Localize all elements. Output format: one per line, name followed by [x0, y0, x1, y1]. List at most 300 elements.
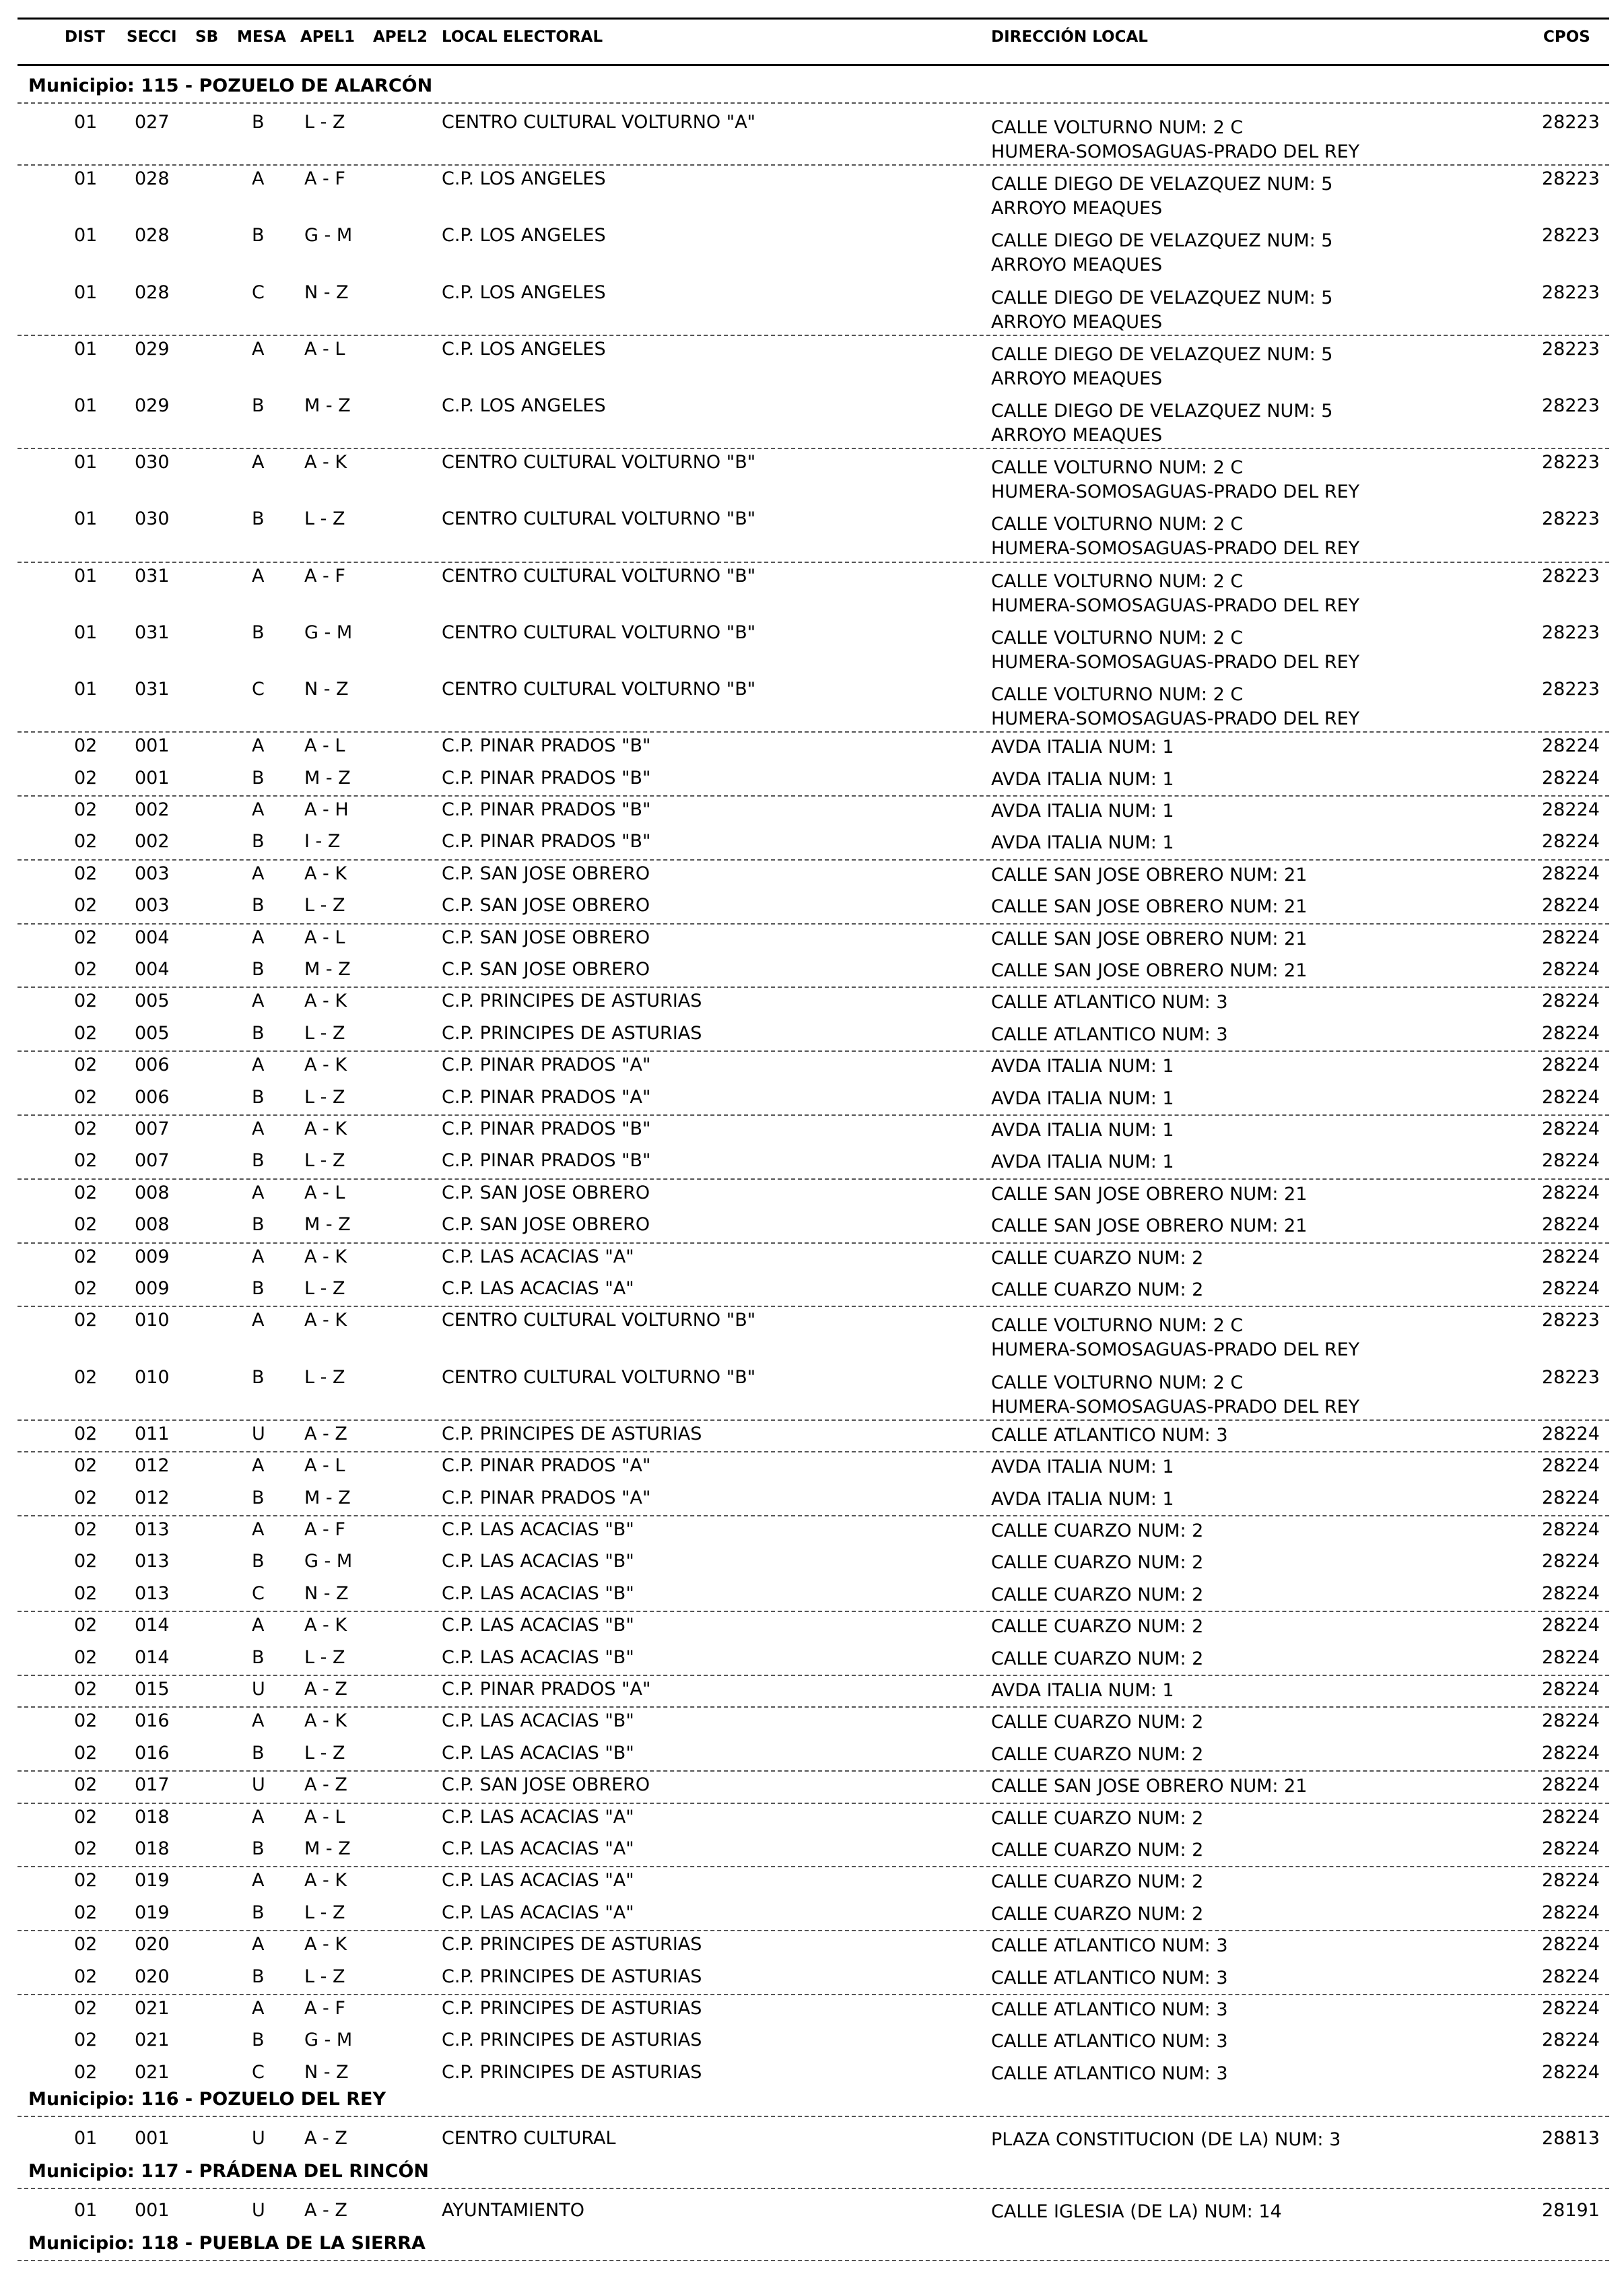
cell-apel1: I - Z: [304, 831, 341, 852]
cell-apel1: A - Z: [304, 1679, 347, 1700]
cell-secc: 002: [135, 799, 170, 820]
cell-secc: 012: [135, 1455, 170, 1477]
cell-dist: 02: [74, 1966, 98, 1987]
cell-apel1: A - L: [304, 1182, 345, 1203]
cell-direccion: [991, 1647, 1203, 1671]
cell-mesa: A: [252, 1870, 265, 1892]
cell-cpos: 28224: [1542, 2061, 1600, 2083]
cell-apel1: A - F: [304, 1998, 345, 2019]
direccion-line-1: CALLE IGLESIA (DE LA) NUM: 14: [991, 2201, 1282, 2222]
cell-secc: 013: [135, 1551, 170, 1572]
cell-apel1: A - H: [304, 799, 349, 820]
cell-cpos: 28223: [1542, 622, 1600, 643]
cell-mesa: B: [252, 622, 265, 643]
direccion-line-2: HUMERA-SOMOSAGUAS-PRADO DEL REY: [991, 651, 1360, 673]
cell-secc: 015: [135, 1679, 170, 1700]
cell-cpos: 28223: [1542, 1310, 1600, 1331]
cell-mesa: C: [252, 2061, 265, 2083]
cell-apel1: A - F: [304, 168, 345, 190]
cell-dist: 01: [74, 2128, 98, 2149]
col-apel1-header: APEL1: [300, 28, 356, 46]
direccion-line-1: CALLE VOLTURNO NUM: 2 C: [991, 1372, 1244, 1393]
direccion-line-2: HUMERA-SOMOSAGUAS-PRADO DEL REY: [991, 1339, 1360, 1361]
cell-dist: 01: [74, 281, 98, 303]
cell-cpos: 28224: [1542, 1487, 1600, 1508]
row-separator: [18, 731, 1609, 733]
cell-apel1: A - L: [304, 1455, 345, 1477]
cell-apel1: A - K: [304, 1870, 347, 1892]
cell-secc: 021: [135, 2030, 170, 2051]
cell-dist: 02: [74, 767, 98, 789]
cell-local: AYUNTAMIENTO: [442, 2200, 584, 2221]
cell-dist: 02: [74, 1246, 98, 1267]
cell-direccion: [991, 1870, 1203, 1894]
cell-mesa: A: [252, 1118, 265, 1139]
cell-cpos: 28224: [1542, 927, 1600, 948]
municipio-heading: Municipio: 118 - PUEBLA DE LA SIERRA: [28, 2233, 426, 2254]
direccion-line-1: CALLE CUARZO NUM: 2: [991, 1247, 1204, 1269]
cell-dist: 02: [74, 1086, 98, 1108]
cell-local: C.P. LAS ACACIAS "A": [442, 1806, 634, 1828]
cell-mesa: B: [252, 1366, 265, 1388]
direccion-line-2: HUMERA-SOMOSAGUAS-PRADO DEL REY: [991, 595, 1360, 616]
direccion-line-2: HUMERA-SOMOSAGUAS-PRADO DEL REY: [991, 1396, 1360, 1417]
cell-local: C.P. SAN JOSE OBRERO: [442, 927, 650, 948]
cell-local: CENTRO CULTURAL VOLTURNO "B": [442, 1310, 756, 1331]
cell-mesa: A: [252, 1615, 265, 1636]
cell-dist: 02: [74, 1278, 98, 1299]
cell-direccion: [991, 1615, 1203, 1639]
row-separator: [18, 1114, 1609, 1116]
cell-cpos: 28224: [1542, 1806, 1600, 1828]
cell-secc: 009: [135, 1246, 170, 1267]
direccion-line-1: CALLE SAN JOSE OBRERO NUM: 21: [991, 864, 1308, 885]
cell-mesa: A: [252, 1519, 265, 1540]
direccion-line-2: ARROYO MEAQUES: [991, 311, 1163, 333]
col-cpos-header: CPOS: [1543, 28, 1590, 46]
cell-direccion: [991, 735, 1174, 760]
cell-direccion: [991, 1807, 1203, 1831]
direccion-line-1: CALLE VOLTURNO NUM: 2 C: [991, 457, 1244, 479]
cell-secc: 011: [135, 1423, 170, 1444]
cell-secc: 008: [135, 1182, 170, 1203]
cell-dist: 02: [74, 1366, 98, 1388]
cell-mesa: B: [252, 1022, 265, 1044]
cell-mesa: A: [252, 991, 265, 1012]
cell-mesa: A: [252, 565, 265, 587]
direccion-line-1: AVDA ITALIA NUM: 1: [991, 768, 1174, 790]
cell-direccion: [991, 1055, 1174, 1079]
cell-cpos: 28223: [1542, 565, 1600, 587]
direccion-line-1: CALLE CUARZO NUM: 2: [991, 1279, 1204, 1300]
direccion-line-1: CALLE SAN JOSE OBRERO NUM: 21: [991, 1776, 1308, 1797]
cell-direccion: [991, 1366, 1359, 1419]
cell-dist: 01: [74, 395, 98, 416]
cell-secc: 007: [135, 1150, 170, 1172]
cell-cpos: 28223: [1542, 1366, 1600, 1388]
cell-local: C.P. PINAR PRADOS "B": [442, 1150, 651, 1172]
cell-apel1: A - K: [304, 1710, 347, 1732]
cell-mesa: B: [252, 112, 265, 133]
cell-dist: 02: [74, 1055, 98, 1076]
cell-dist: 02: [74, 1615, 98, 1636]
cell-local: C.P. SAN JOSE OBRERO: [442, 959, 650, 980]
direccion-line-1: CALLE VOLTURNO NUM: 2 C: [991, 570, 1244, 592]
cell-mesa: B: [252, 1551, 265, 1572]
cell-apel1: L - Z: [304, 1742, 345, 1764]
cell-apel1: A - Z: [304, 2200, 347, 2221]
cell-secc: 030: [135, 508, 170, 530]
cell-apel1: A - K: [304, 1310, 347, 1331]
cell-secc: 008: [135, 1214, 170, 1236]
row-separator: [18, 1419, 1609, 1421]
cell-local: C.P. SAN JOSE OBRERO: [442, 1214, 650, 1236]
cell-dist: 02: [74, 1838, 98, 1859]
row-separator: [18, 1803, 1609, 1804]
cell-local: C.P. LAS ACACIAS "A": [442, 1246, 634, 1267]
direccion-line-1: CALLE CUARZO NUM: 2: [991, 1807, 1204, 1829]
cell-local: C.P. LOS ANGELES: [442, 395, 606, 416]
cell-mesa: A: [252, 1710, 265, 1732]
cell-mesa: A: [252, 168, 265, 190]
cell-dist: 01: [74, 338, 98, 360]
cell-apel1: L - Z: [304, 1902, 345, 1923]
cell-dist: 02: [74, 863, 98, 884]
cell-secc: 005: [135, 1022, 170, 1044]
cell-secc: 004: [135, 927, 170, 948]
direccion-line-1: CALLE SAN JOSE OBRERO NUM: 21: [991, 928, 1308, 949]
cell-mesa: B: [252, 895, 265, 916]
cell-secc: 029: [135, 395, 170, 416]
direccion-line-2: HUMERA-SOMOSAGUAS-PRADO DEL REY: [991, 538, 1360, 560]
col-apel2-header: APEL2: [373, 28, 428, 46]
cell-dist: 02: [74, 1806, 98, 1828]
cell-dist: 02: [74, 1150, 98, 1172]
cell-local: CENTRO CULTURAL VOLTURNO "B": [442, 679, 756, 700]
cell-dist: 02: [74, 735, 98, 757]
cell-apel1: A - K: [304, 1615, 347, 1636]
cell-direccion: [991, 1838, 1203, 1863]
cell-direccion: [991, 895, 1307, 919]
cell-direccion: [991, 1487, 1174, 1512]
cell-cpos: 28223: [1542, 679, 1600, 700]
cell-direccion: [991, 1998, 1228, 2022]
direccion-line-1: CALLE ATLANTICO NUM: 3: [991, 1935, 1228, 1957]
cell-dist: 02: [74, 1214, 98, 1236]
direccion-line-1: CALLE CUARZO NUM: 2: [991, 1520, 1204, 1541]
cell-apel1: L - Z: [304, 1086, 345, 1108]
cell-direccion: [991, 1087, 1174, 1111]
cell-dist: 01: [74, 679, 98, 700]
cell-direccion: [991, 2030, 1228, 2054]
cell-cpos: 28224: [1542, 1022, 1600, 1044]
municipio-heading: Municipio: 117 - PRÁDENA DEL RINCÓN: [28, 2161, 430, 2182]
direccion-line-1: CALLE SAN JOSE OBRERO NUM: 21: [991, 1183, 1308, 1205]
cell-secc: 001: [135, 2200, 170, 2221]
row-separator: [18, 164, 1609, 166]
cell-local: C.P. PINAR PRADOS "A": [442, 1055, 651, 1076]
cell-local: C.P. LAS ACACIAS "A": [442, 1838, 634, 1859]
row-separator: [18, 102, 1609, 104]
cell-direccion: [991, 1023, 1228, 1047]
direccion-line-1: CALLE ATLANTICO NUM: 3: [991, 1967, 1228, 1988]
cell-apel1: L - Z: [304, 112, 345, 133]
cell-secc: 031: [135, 679, 170, 700]
cell-mesa: B: [252, 508, 265, 530]
cell-mesa: B: [252, 1902, 265, 1923]
cell-apel1: L - Z: [304, 1278, 345, 1299]
cell-direccion: [991, 1902, 1203, 1927]
cell-local: C.P. PRINCIPES DE ASTURIAS: [442, 1934, 702, 1955]
cell-direccion: [991, 1246, 1203, 1271]
cell-secc: 017: [135, 1774, 170, 1796]
cell-dist: 02: [74, 895, 98, 916]
cell-mesa: U: [252, 2200, 265, 2221]
cell-dist: 02: [74, 1742, 98, 1764]
cell-direccion: [991, 450, 1359, 504]
cell-mesa: B: [252, 225, 265, 246]
row-separator: [18, 795, 1609, 797]
cell-apel1: A - K: [304, 863, 347, 884]
cell-cpos: 28224: [1542, 1582, 1600, 1604]
cell-local: C.P. SAN JOSE OBRERO: [442, 863, 650, 884]
cell-dist: 02: [74, 1998, 98, 2019]
row-separator: [18, 986, 1609, 988]
cell-cpos: 28224: [1542, 831, 1600, 852]
cell-apel1: L - Z: [304, 1966, 345, 1987]
cell-direccion: [991, 167, 1332, 221]
cell-secc: 004: [135, 959, 170, 980]
direccion-line-1: AVDA ITALIA NUM: 1: [991, 1457, 1174, 1478]
row-separator: [18, 448, 1609, 449]
cell-cpos: 28224: [1542, 735, 1600, 757]
cell-mesa: A: [252, 1055, 265, 1076]
cell-secc: 029: [135, 338, 170, 360]
cell-mesa: U: [252, 1774, 265, 1796]
cell-apel1: M - Z: [304, 395, 351, 416]
cell-direccion: [991, 1118, 1174, 1143]
cell-dist: 01: [74, 622, 98, 643]
cell-mesa: A: [252, 863, 265, 884]
cell-mesa: B: [252, 1487, 265, 1508]
cell-dist: 02: [74, 1902, 98, 1923]
cell-dist: 02: [74, 1934, 98, 1955]
direccion-line-1: CALLE CUARZO NUM: 2: [991, 1552, 1204, 1574]
cell-direccion: [991, 831, 1174, 855]
cell-local: CENTRO CULTURAL VOLTURNO "B": [442, 508, 756, 530]
direccion-line-1: CALLE ATLANTICO NUM: 3: [991, 1424, 1228, 1446]
cell-cpos: 28224: [1542, 2030, 1600, 2051]
col-direccion-header: DIRECCIÓN LOCAL: [991, 28, 1148, 46]
cell-apel1: A - Z: [304, 1423, 347, 1444]
header-rule: [18, 64, 1609, 66]
direccion-line-1: CALLE CUARZO NUM: 2: [991, 1840, 1204, 1861]
cell-secc: 027: [135, 112, 170, 133]
cell-apel1: G - M: [304, 225, 353, 246]
cell-local: C.P. LAS ACACIAS "B": [442, 1710, 634, 1732]
cell-cpos: 28224: [1542, 863, 1600, 884]
cell-dist: 02: [74, 1487, 98, 1508]
cell-dist: 02: [74, 1551, 98, 1572]
cell-local: C.P. PRINCIPES DE ASTURIAS: [442, 2030, 702, 2051]
direccion-line-1: CALLE CUARZO NUM: 2: [991, 1743, 1204, 1765]
cell-mesa: B: [252, 831, 265, 852]
cell-secc: 030: [135, 452, 170, 473]
cell-secc: 013: [135, 1582, 170, 1604]
direccion-line-2: ARROYO MEAQUES: [991, 255, 1163, 276]
direccion-line-1: CALLE SAN JOSE OBRERO NUM: 21: [991, 960, 1308, 981]
cell-dist: 02: [74, 1679, 98, 1700]
cell-local: C.P. SAN JOSE OBRERO: [442, 895, 650, 916]
cell-mesa: B: [252, 1278, 265, 1299]
cell-mesa: A: [252, 1934, 265, 1955]
cell-local: C.P. LOS ANGELES: [442, 168, 606, 190]
cell-cpos: 28224: [1542, 1710, 1600, 1732]
cell-cpos: 28224: [1542, 1519, 1600, 1540]
row-separator: [18, 859, 1609, 861]
row-separator: [18, 2188, 1609, 2189]
cell-dist: 01: [74, 508, 98, 530]
cell-cpos: 28224: [1542, 1423, 1600, 1444]
cell-direccion: [991, 2062, 1228, 2086]
cell-apel1: A - K: [304, 991, 347, 1012]
cell-secc: 018: [135, 1806, 170, 1828]
cell-mesa: B: [252, 1086, 265, 1108]
cell-dist: 02: [74, 1022, 98, 1044]
cell-mesa: B: [252, 959, 265, 980]
col-dist-header: DIST: [65, 28, 105, 46]
cell-direccion: [991, 1966, 1228, 1990]
direccion-line-1: AVDA ITALIA NUM: 1: [991, 1488, 1174, 1510]
cell-local: C.P. PRINCIPES DE ASTURIAS: [442, 1966, 702, 1987]
cell-cpos: 28223: [1542, 395, 1600, 416]
cell-apel1: A - L: [304, 1806, 345, 1828]
cell-cpos: 28223: [1542, 281, 1600, 303]
cell-dist: 01: [74, 225, 98, 246]
cell-local: CENTRO CULTURAL VOLTURNO "B": [442, 452, 756, 473]
direccion-line-1: CALLE DIEGO DE VELAZQUEZ NUM: 5: [991, 401, 1333, 422]
row-separator: [18, 335, 1609, 336]
cell-secc: 001: [135, 2128, 170, 2149]
cell-local: CENTRO CULTURAL VOLTURNO "B": [442, 622, 756, 643]
cell-local: C.P. LAS ACACIAS "A": [442, 1870, 634, 1892]
cell-cpos: 28224: [1542, 959, 1600, 980]
cell-local: C.P. PINAR PRADOS "A": [442, 1487, 651, 1508]
cell-cpos: 28224: [1542, 1278, 1600, 1299]
cell-direccion: [991, 621, 1359, 675]
cell-local: CENTRO CULTURAL VOLTURNO "B": [442, 1366, 756, 1388]
cell-local: C.P. LAS ACACIAS "B": [442, 1582, 634, 1604]
cell-secc: 028: [135, 168, 170, 190]
direccion-line-1: AVDA ITALIA NUM: 1: [991, 1120, 1174, 1141]
direccion-line-1: CALLE ATLANTICO NUM: 3: [991, 2063, 1228, 2084]
row-separator: [18, 923, 1609, 925]
cell-local: C.P. PRINCIPES DE ASTURIAS: [442, 991, 702, 1012]
cell-cpos: 28224: [1542, 1679, 1600, 1700]
cell-apel1: A - F: [304, 565, 345, 587]
cell-local: C.P. SAN JOSE OBRERO: [442, 1774, 650, 1796]
cell-local: CENTRO CULTURAL: [442, 2128, 616, 2149]
direccion-line-2: HUMERA-SOMOSAGUAS-PRADO DEL REY: [991, 481, 1360, 503]
cell-local: C.P. PINAR PRADOS "A": [442, 1086, 651, 1108]
cell-cpos: 28224: [1542, 1998, 1600, 2019]
col-local-header: LOCAL ELECTORAL: [442, 28, 603, 46]
cell-secc: 014: [135, 1646, 170, 1668]
direccion-line-1: CALLE DIEGO DE VELAZQUEZ NUM: 5: [991, 287, 1333, 308]
cell-secc: 019: [135, 1870, 170, 1892]
cell-direccion: [991, 1583, 1203, 1607]
direccion-line-2: HUMERA-SOMOSAGUAS-PRADO DEL REY: [991, 141, 1360, 162]
cell-apel1: A - Z: [304, 1774, 347, 1796]
cell-apel1: N - Z: [304, 679, 349, 700]
cell-cpos: 28223: [1542, 452, 1600, 473]
cell-direccion: [991, 281, 1332, 335]
cell-mesa: B: [252, 1150, 265, 1172]
cell-mesa: C: [252, 1582, 265, 1604]
cell-direccion: [991, 927, 1307, 951]
cell-mesa: C: [252, 281, 265, 303]
cell-apel1: M - Z: [304, 1487, 351, 1508]
cell-secc: 021: [135, 1998, 170, 2019]
cell-cpos: 28191: [1542, 2200, 1600, 2221]
cell-apel1: N - Z: [304, 2061, 349, 2083]
cell-dist: 02: [74, 1519, 98, 1540]
cell-dist: 01: [74, 452, 98, 473]
cell-direccion: [991, 959, 1307, 983]
cell-dist: 02: [74, 1646, 98, 1668]
cell-cpos: 28224: [1542, 1150, 1600, 1172]
row-separator: [18, 1994, 1609, 1995]
cell-secc: 028: [135, 281, 170, 303]
cell-cpos: 28224: [1542, 1055, 1600, 1076]
direccion-line-1: AVDA ITALIA NUM: 1: [991, 1087, 1174, 1109]
cell-apel1: L - Z: [304, 1646, 345, 1668]
direccion-line-1: AVDA ITALIA NUM: 1: [991, 801, 1174, 822]
municipio-heading: Municipio: 115 - POZUELO DE ALARCÓN: [28, 75, 433, 96]
cell-direccion: [991, 224, 1332, 277]
cell-cpos: 28224: [1542, 1870, 1600, 1892]
cell-dist: 02: [74, 1118, 98, 1139]
cell-direccion: [991, 2128, 1341, 2152]
direccion-line-2: ARROYO MEAQUES: [991, 368, 1163, 389]
direccion-line-1: CALLE CUARZO NUM: 2: [991, 1584, 1204, 1605]
cell-apel1: A - K: [304, 452, 347, 473]
cell-mesa: B: [252, 1214, 265, 1236]
row-separator: [18, 562, 1609, 563]
row-separator: [18, 2260, 1609, 2261]
cell-secc: 019: [135, 1902, 170, 1923]
cell-apel1: N - Z: [304, 1582, 349, 1604]
cell-mesa: A: [252, 1246, 265, 1267]
cell-cpos: 28224: [1542, 799, 1600, 820]
cell-local: C.P. SAN JOSE OBRERO: [442, 1182, 650, 1203]
cell-mesa: U: [252, 1423, 265, 1444]
row-separator: [18, 1050, 1609, 1052]
cell-local: C.P. LAS ACACIAS "A": [442, 1902, 634, 1923]
direccion-line-1: CALLE ATLANTICO NUM: 3: [991, 1999, 1228, 2020]
cell-secc: 012: [135, 1487, 170, 1508]
cell-local: C.P. LAS ACACIAS "B": [442, 1519, 634, 1540]
cell-secc: 020: [135, 1934, 170, 1955]
direccion-line-1: CALLE ATLANTICO NUM: 3: [991, 992, 1228, 1013]
cell-cpos: 28223: [1542, 225, 1600, 246]
direccion-line-1: CALLE VOLTURNO NUM: 2 C: [991, 684, 1244, 705]
cell-cpos: 28224: [1542, 1934, 1600, 1955]
direccion-line-1: CALLE SAN JOSE OBRERO NUM: 21: [991, 1215, 1308, 1237]
cell-cpos: 28224: [1542, 895, 1600, 916]
cell-dist: 01: [74, 168, 98, 190]
cell-apel1: A - L: [304, 338, 345, 360]
